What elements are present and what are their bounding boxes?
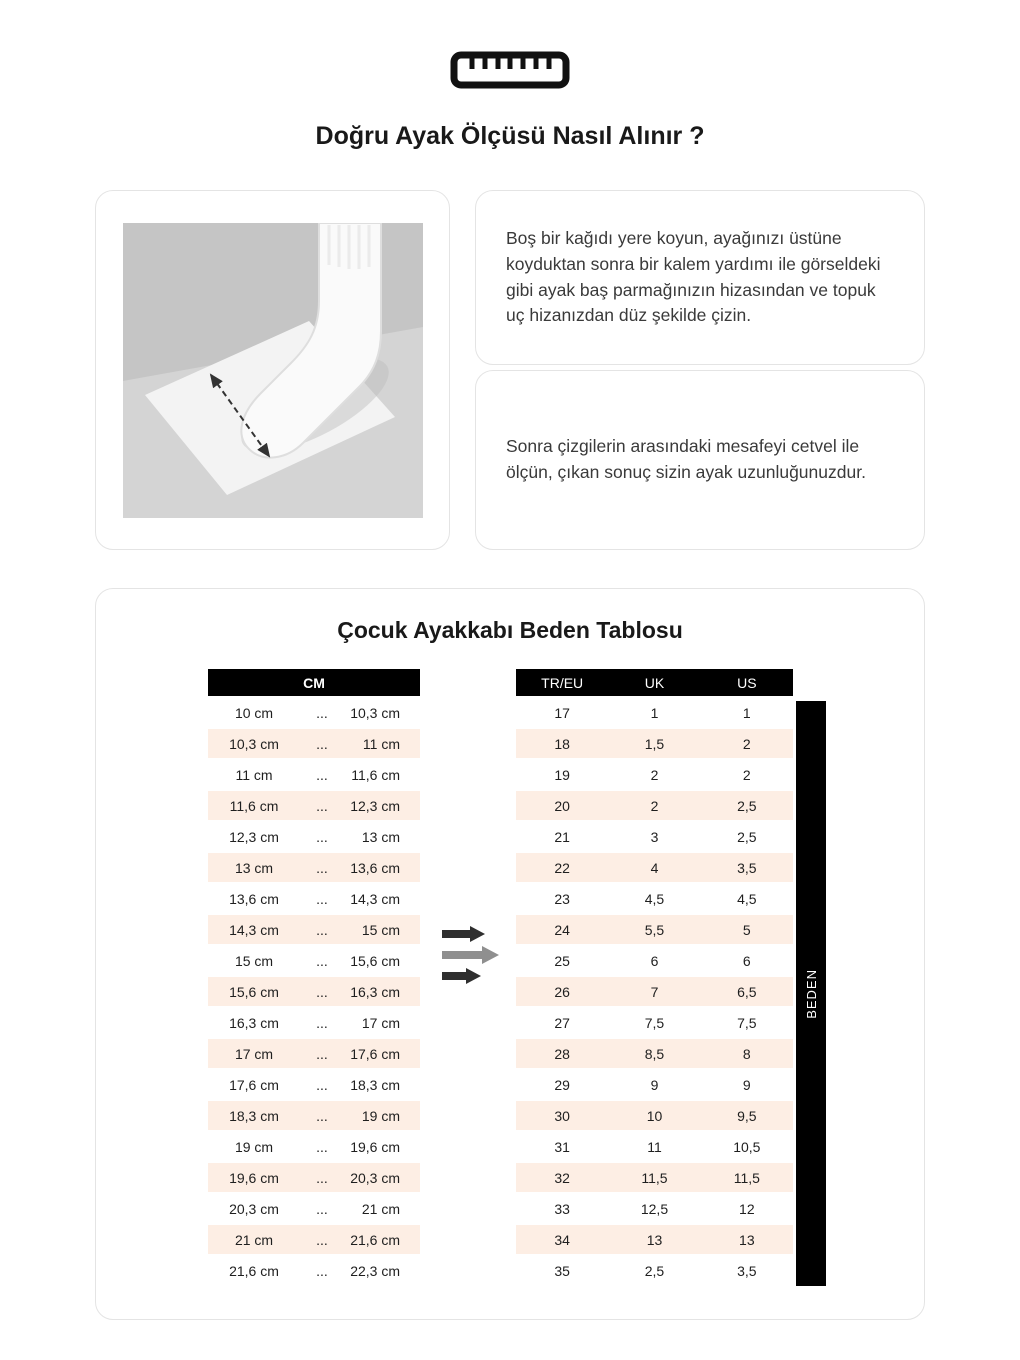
cm-cell: 21,6 cm: [229, 1262, 279, 1279]
cm-cell: ...: [316, 952, 328, 969]
cm-cell: ...: [316, 766, 328, 783]
size-cell: 21: [554, 828, 570, 845]
cm-cell: 13,6 cm: [350, 859, 400, 876]
size-cell: 2: [650, 797, 659, 814]
cm-cell: ...: [316, 983, 328, 1000]
cm-cell: ...: [316, 921, 328, 938]
cm-table-row: [208, 1039, 420, 1068]
intl-table-row: [516, 1163, 793, 1192]
beden-label-text: BEDEN: [803, 968, 819, 1019]
size-cell: 31: [554, 1138, 570, 1155]
beden-vertical-label: [796, 701, 826, 1286]
intl-table-row: [516, 822, 793, 851]
intl-table-row: [516, 1039, 793, 1068]
size-cell: 18: [554, 735, 570, 752]
cm-cell: 19,6 cm: [229, 1169, 279, 1186]
ruler-icon: [0, 50, 1020, 90]
foot-photo-card: [95, 190, 450, 550]
size-cell: 10,5: [733, 1138, 761, 1155]
cm-cell: 17 cm: [361, 1014, 400, 1031]
intl-table-row: [516, 1194, 793, 1223]
cm-cell: 21 cm: [361, 1200, 400, 1217]
cm-table-row: [208, 1101, 420, 1130]
cm-cell: 11 cm: [235, 766, 273, 783]
size-cell: 7,5: [737, 1014, 757, 1031]
intl-table-row: [516, 915, 793, 944]
cm-table-row: [208, 946, 420, 975]
cm-cell: 22,3 cm: [350, 1262, 400, 1279]
cm-cell: 13 cm: [234, 859, 274, 876]
intl-size-table: [516, 669, 793, 1287]
size-cell: 2,5: [737, 828, 757, 845]
cm-table-row: [208, 977, 420, 1006]
cm-cell: 10,3 cm: [229, 735, 279, 752]
size-cell: 27: [554, 1014, 570, 1031]
size-cell: 20: [554, 797, 570, 814]
convert-arrows-icon: [438, 921, 502, 991]
instruction-step-2: [475, 370, 925, 550]
size-cell: 1: [742, 704, 751, 721]
cm-cell: ...: [316, 890, 328, 907]
size-cell: 9,5: [737, 1107, 757, 1124]
size-cell: 17: [554, 704, 570, 721]
size-cell: 19: [554, 766, 570, 783]
cm-cell: 19 cm: [234, 1138, 274, 1155]
intl-table-body: [516, 698, 793, 1285]
intl-table-row: [516, 884, 793, 913]
cm-cell: 14,3 cm: [229, 921, 279, 938]
cm-cell: 17 cm: [234, 1045, 274, 1062]
cm-cell: ...: [316, 797, 328, 814]
intl-table-row: [516, 698, 793, 727]
cm-cell: 21,6 cm: [350, 1231, 400, 1248]
size-cell: 8: [742, 1045, 751, 1062]
cm-table-row: [208, 1008, 420, 1037]
cm-cell: 16,3 cm: [229, 1014, 279, 1031]
size-cell: 10: [646, 1107, 663, 1124]
cm-cell: 13 cm: [361, 828, 400, 845]
cm-cell: ...: [316, 704, 328, 721]
cm-table-row: [208, 1163, 420, 1192]
cm-table-row: [208, 1225, 420, 1254]
intl-table-row: [516, 1132, 793, 1161]
cm-cell: 20,3 cm: [229, 1200, 279, 1217]
size-cell: 9: [742, 1076, 751, 1093]
cm-cell: 12,3 cm: [350, 797, 400, 814]
cm-table-row: [208, 1194, 420, 1223]
size-cell: 3,5: [737, 1262, 757, 1279]
size-table-title: Çocuk Ayakkabı Beden Tablosu: [337, 617, 683, 643]
cm-cell: 19 cm: [361, 1107, 400, 1124]
size-cell: 13: [739, 1231, 755, 1248]
size-cell: 22: [554, 859, 570, 876]
cm-table-row: [208, 1070, 420, 1099]
cm-cell: 21 cm: [234, 1231, 274, 1248]
cm-cell: 15,6 cm: [229, 983, 279, 1000]
size-cell: 7: [650, 983, 659, 1000]
size-cell: 25: [554, 952, 570, 969]
cm-table-row: [208, 884, 420, 913]
header-uk: UK: [644, 674, 665, 691]
cm-cell: 13,6 cm: [229, 890, 279, 907]
size-cell: 11: [647, 1138, 662, 1155]
cm-cell: 14,3 cm: [350, 890, 400, 907]
cm-cell: 10 cm: [234, 704, 274, 721]
cm-table-row: [208, 698, 420, 727]
cm-header-label: CM: [303, 674, 325, 691]
cm-cell: ...: [316, 1076, 328, 1093]
size-cell: 1: [650, 704, 659, 721]
intl-table-row: [516, 946, 793, 975]
intl-table-row: [516, 760, 793, 789]
cm-table-header: [208, 669, 420, 696]
size-cell: 6,5: [737, 983, 757, 1000]
cm-table-row: [208, 729, 420, 758]
instruction-step-2-text: Sonra çizgilerin arasındaki mesafeyi cetvel ile ölçün, çıkan sonuç sizin ayak uzunluğunuzdur.: [506, 436, 866, 482]
cm-table-row: [208, 1256, 420, 1285]
cm-table-row: [208, 822, 420, 851]
cm-table: [208, 669, 420, 1287]
instruction-step-1-text: Boş bir kağıdı yere koyun, ayağınızı üstüne koyduktan sonra bir kalem yardımı ile görseldeki gibi ayak baş parmağınızın hizasından ve topuk uç hizanızdan düz şekilde çizin.: [506, 227, 881, 326]
size-cell: 2: [742, 735, 751, 752]
intl-table-row: [516, 1008, 793, 1037]
size-cell: 6: [650, 952, 659, 969]
size-cell: 7,5: [644, 1014, 665, 1031]
intl-table-row: [516, 1256, 793, 1285]
cm-cell: ...: [316, 1014, 328, 1031]
size-cell: 33: [554, 1200, 570, 1217]
size-cell: 3: [650, 828, 659, 845]
cm-cell: 16,3 cm: [350, 983, 400, 1000]
size-cell: 2,5: [644, 1262, 665, 1279]
size-cell: 8,5: [644, 1045, 665, 1062]
cm-table-row: [208, 760, 420, 789]
header-us: US: [737, 674, 757, 691]
size-cell: 5: [742, 921, 751, 938]
size-cell: 29: [554, 1076, 570, 1093]
intl-table-row: [516, 791, 793, 820]
size-cell: 3,5: [737, 859, 757, 876]
cm-table-row: [208, 915, 420, 944]
cm-cell: ...: [316, 1107, 328, 1124]
cm-table-body: [208, 698, 420, 1285]
cm-cell: ...: [316, 1138, 328, 1155]
size-cell: 4: [650, 859, 659, 876]
cm-cell: ...: [316, 1262, 328, 1279]
size-cell: 9: [650, 1076, 659, 1093]
cm-cell: ...: [316, 1169, 328, 1186]
size-cell: 6: [742, 952, 751, 969]
cm-cell: 17,6 cm: [229, 1076, 279, 1093]
cm-cell: 11,6 cm: [229, 797, 279, 814]
cm-cell: ...: [316, 1045, 328, 1062]
cm-cell: ...: [316, 859, 328, 876]
size-cell: 11,5: [733, 1169, 760, 1186]
cm-cell: 15 cm: [361, 921, 400, 938]
intl-table-row: [516, 977, 793, 1006]
size-cell: 12: [739, 1200, 755, 1217]
cm-cell: 17,6 cm: [350, 1045, 400, 1062]
size-cell: 2,5: [737, 797, 757, 814]
cm-cell: 18,3 cm: [350, 1076, 400, 1093]
size-cell: 32: [554, 1169, 570, 1186]
cm-cell: 12,3 cm: [229, 828, 279, 845]
size-cell: 2: [650, 766, 659, 783]
size-cell: 4,5: [737, 890, 757, 907]
size-cell: 2: [742, 766, 751, 783]
intl-table-row: [516, 1101, 793, 1130]
size-cell: 11,5: [641, 1169, 668, 1186]
instruction-step-1: [475, 190, 925, 365]
cm-cell: 19,6 cm: [350, 1138, 400, 1155]
intl-table-row: [516, 1225, 793, 1254]
size-cell: 5,5: [644, 921, 665, 938]
cm-cell: ...: [316, 1200, 328, 1217]
size-cell: 4,5: [644, 890, 665, 907]
cm-cell: 20,3 cm: [350, 1169, 400, 1186]
size-cell: 34: [554, 1231, 570, 1248]
size-cell: 26: [554, 983, 570, 1000]
intl-table-row: [516, 729, 793, 758]
cm-cell: 15 cm: [234, 952, 274, 969]
cm-cell: 15,6 cm: [350, 952, 400, 969]
size-cell: 23: [554, 890, 570, 907]
intl-table-row: [516, 853, 793, 882]
cm-cell: 11,6 cm: [351, 766, 400, 783]
cm-table-row: [208, 1132, 420, 1161]
cm-cell: 18,3 cm: [229, 1107, 279, 1124]
cm-cell: ...: [316, 828, 328, 845]
intl-table-header: [516, 669, 793, 696]
foot-measurement-illustration: [123, 223, 423, 518]
size-cell: 30: [554, 1107, 570, 1124]
cm-cell: 11 cm: [362, 735, 400, 752]
cm-cell: 10,3 cm: [350, 704, 400, 721]
cm-table-row: [208, 853, 420, 882]
size-cell: 28: [554, 1045, 570, 1062]
header-tr-eu: TR/EU: [541, 674, 584, 691]
size-cell: 1,5: [644, 735, 665, 752]
page-title: Doğru Ayak Ölçüsü Nasıl Alınır ?: [315, 122, 705, 150]
size-cell: 35: [554, 1262, 570, 1279]
cm-cell: ...: [316, 735, 328, 752]
cm-cell: ...: [316, 1231, 328, 1248]
intl-table-row: [516, 1070, 793, 1099]
size-cell: 24: [554, 921, 570, 938]
cm-table-row: [208, 791, 420, 820]
size-cell: 13: [646, 1231, 663, 1248]
size-cell: 12,5: [640, 1200, 669, 1217]
size-table-card: [95, 588, 925, 1320]
